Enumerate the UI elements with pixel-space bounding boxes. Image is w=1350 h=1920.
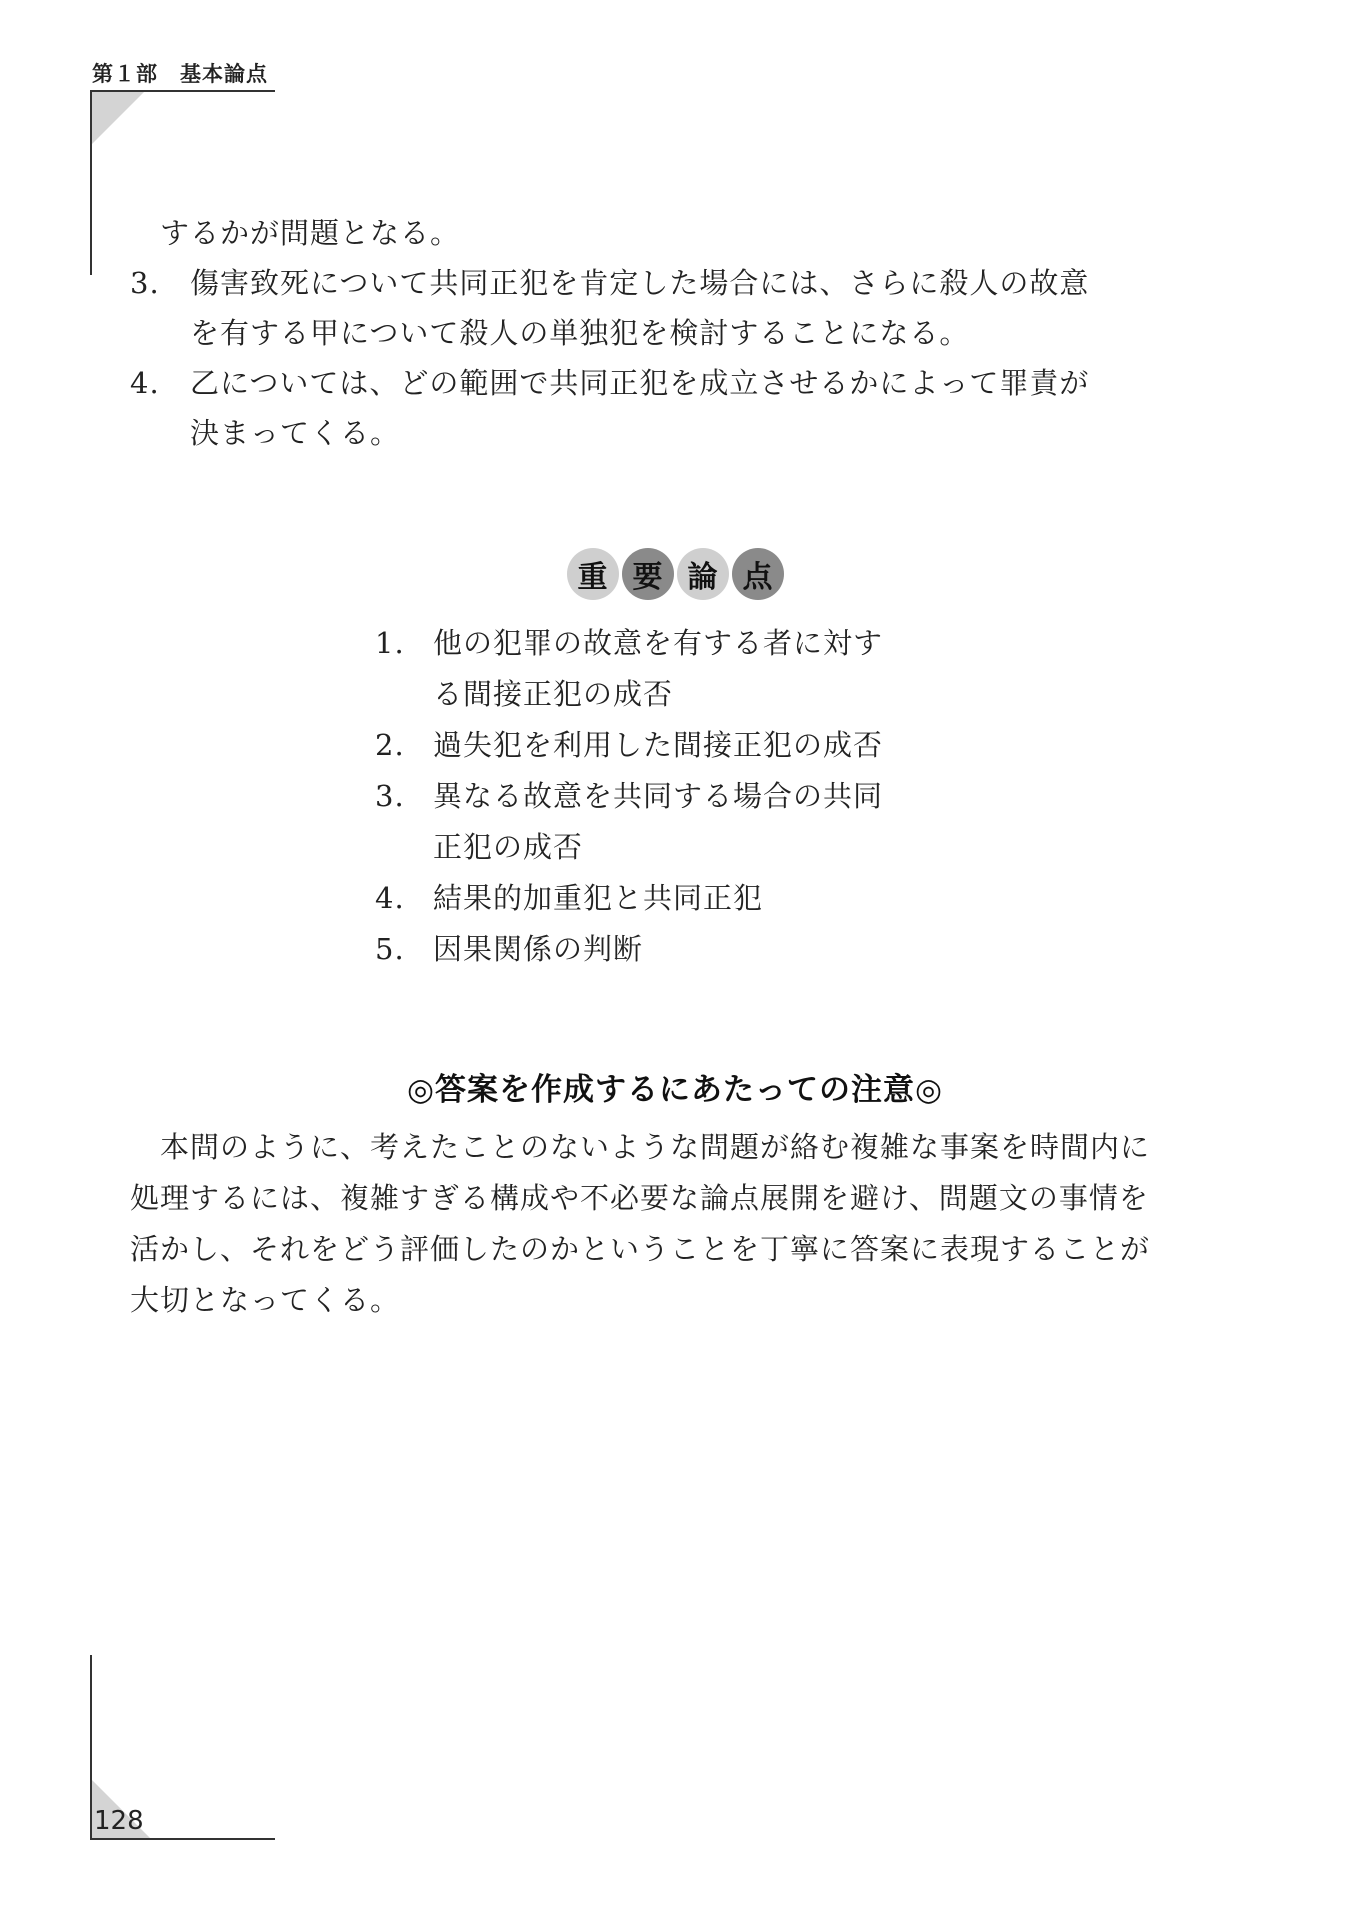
key-title-char: 論: [677, 548, 729, 600]
frame-bottom-rule: [90, 1838, 275, 1840]
corner-triangle-top: [92, 92, 144, 144]
key-point-item: [375, 771, 935, 873]
point-number: 2.: [375, 728, 405, 762]
key-point-item: [375, 873, 935, 924]
body-item-4: [130, 358, 1170, 458]
key-point-item: [375, 618, 935, 720]
body-item-3: [130, 258, 1170, 358]
point-number: 4.: [375, 881, 405, 915]
key-title-char: 重: [567, 548, 619, 600]
item-line: 傷害致死について共同正犯を肯定した場合には、さらに殺人の故意: [190, 266, 1090, 300]
point-text: [433, 771, 935, 873]
key-point-item: [375, 924, 935, 975]
point-line: 結果的加重犯と共同正犯: [433, 881, 764, 915]
point-number: 5.: [375, 932, 405, 966]
point-line: 因果関係の判断: [433, 932, 644, 966]
chapter-header: 第１部 基本論点: [92, 62, 268, 86]
key-point-item: [375, 720, 935, 771]
notice-paragraph: 本問のように、考えたことのないような問題が絡む複雑な事案を時間内に処理するには、複雑すぎる構成や不必要な論点展開を避け、問題文の事情を活かし、それをどう評価したのかということを丁寧に答案に表現することが大切となってくる。: [130, 1130, 1151, 1317]
point-text: [433, 873, 935, 924]
point-number: 3.: [375, 779, 405, 813]
point-text: [433, 720, 935, 771]
item-text: [190, 358, 1170, 458]
point-line: 正犯の成否: [433, 830, 584, 864]
point-line: 他の犯罪の故意を有する者に対す: [433, 626, 884, 660]
key-points-title: [0, 548, 1350, 600]
notice-heading: ◎答案を作成するにあたっての注意◎: [406, 1072, 944, 1108]
key-points-list: [375, 618, 935, 975]
point-line: 異なる故意を共同する場合の共同: [433, 779, 884, 813]
item-number: 3.: [130, 266, 160, 300]
item-line: 決まってくる。: [190, 416, 401, 450]
point-text: [433, 924, 935, 975]
body-text: [130, 208, 1170, 458]
item-line: 乙については、どの範囲で共同正犯を成立させるかによって罪責が: [190, 366, 1090, 400]
key-title-char: 点: [732, 548, 784, 600]
item-line: を有する甲について殺人の単独犯を検討することになる。: [190, 316, 970, 350]
item-text: [190, 258, 1170, 358]
item-number: 4.: [130, 366, 160, 400]
point-text: [433, 618, 935, 720]
key-title-char: 要: [622, 548, 674, 600]
point-line: る間接正犯の成否: [433, 677, 674, 711]
continuation-line: するかが問題となる。: [160, 216, 461, 250]
point-line: 過失犯を利用した間接正犯の成否: [433, 728, 884, 762]
point-number: 1.: [375, 626, 405, 660]
page-number: 128: [94, 1806, 144, 1836]
